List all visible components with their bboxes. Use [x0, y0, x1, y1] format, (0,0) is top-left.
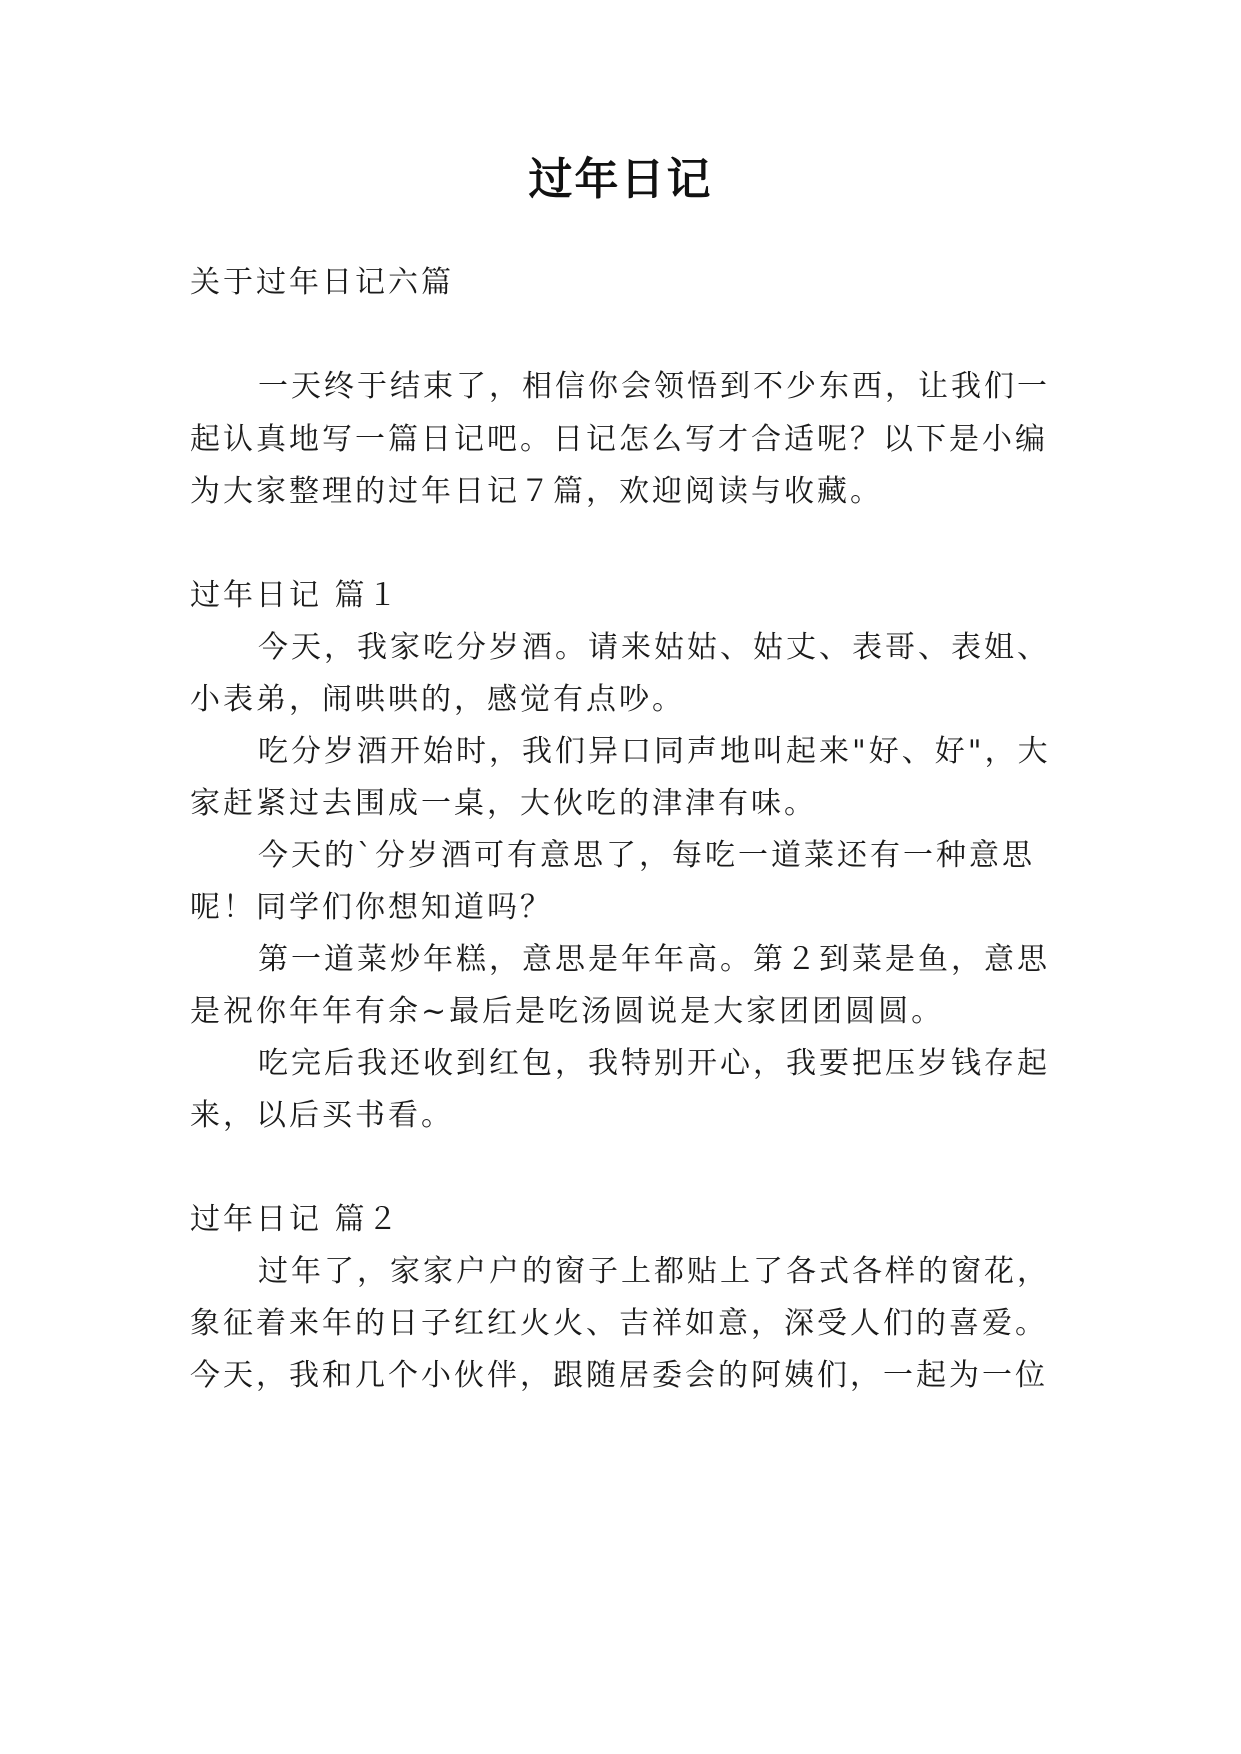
section-heading: 过年日记 篇２ — [190, 1202, 401, 1237]
paragraph-line: 吃分岁酒开始时，我们异口同声地叫起来"好、好"，大 — [258, 734, 1051, 769]
intro-line: 起认真地写一篇日记吧。日记怎么写才合适呢？以下是小编 — [190, 422, 1048, 457]
paragraph-line: 来，以后买书看。 — [190, 1098, 454, 1133]
intro-line: 一天终于结束了，相信你会领悟到不少东西，让我们一 — [258, 369, 1050, 404]
paragraph-line: 吃完后我还收到红包，我特别开心，我要把压岁钱存起 — [258, 1046, 1050, 1081]
paragraph-line: 今天，我和几个小伙伴，跟随居委会的阿姨们，一起为一位 — [190, 1358, 1048, 1393]
document-title: 过年日记 — [528, 154, 713, 205]
paragraph-line: 是祝你年年有余~最后是吃汤圆说是大家团团圆圆。 — [190, 994, 945, 1029]
paragraph-line: 今天的`分岁酒可有意思了，每吃一道菜还有一种意思 — [258, 838, 1035, 873]
paragraph-line: 呢！同学们你想知道吗？ — [190, 890, 553, 925]
paragraph-line: 今天，我家吃分岁酒。请来姑姑、姑丈、表哥、表姐、 — [258, 630, 1050, 665]
paragraph-line: 过年了，家家户户的窗子上都贴上了各式各样的窗花， — [258, 1254, 1050, 1289]
intro-line: 为大家整理的过年日记７篇，欢迎阅读与收藏。 — [190, 474, 883, 509]
paragraph-line: 家赶紧过去围成一桌，大伙吃的津津有味。 — [190, 786, 817, 821]
section-heading: 过年日记 篇１ — [190, 578, 401, 613]
document-subtitle: 关于过年日记六篇 — [190, 265, 454, 300]
paragraph-line: 象征着来年的日子红红火火、吉祥如意，深受人们的喜爱。 — [190, 1306, 1048, 1341]
paragraph-line: 小表弟，闹哄哄的，感觉有点吵。 — [190, 682, 685, 717]
paragraph-line: 第一道菜炒年糕，意思是年年高。第２到菜是鱼，意思 — [258, 942, 1050, 977]
